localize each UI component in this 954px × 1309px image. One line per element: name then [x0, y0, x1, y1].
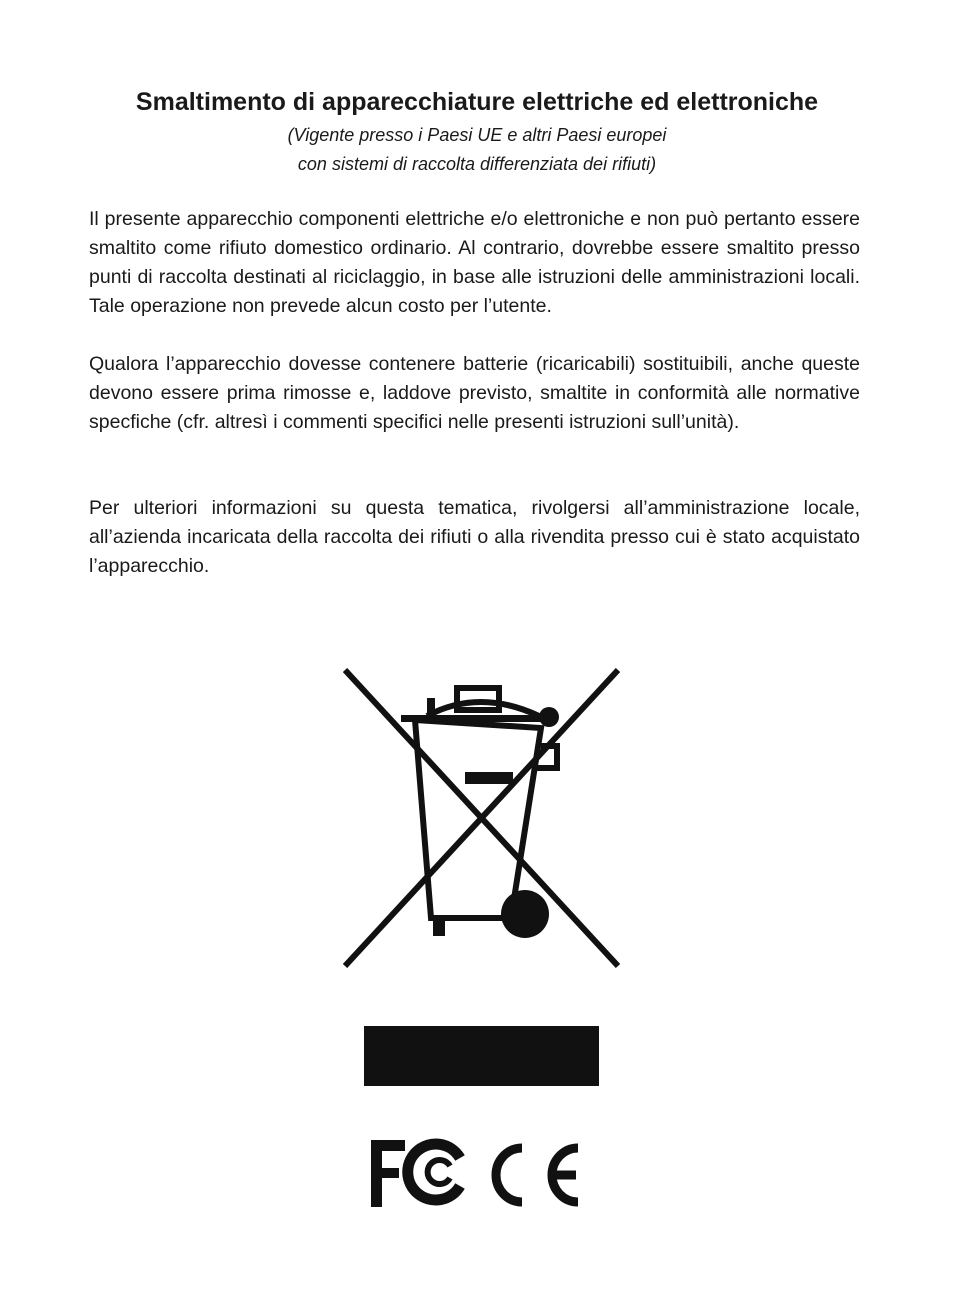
black-bar [364, 1026, 599, 1086]
document-title: Smaltimento di apparecchiature elettriche ed elettroniche [135, 88, 819, 116]
fcc-mark-icon [371, 1140, 460, 1207]
compliance-marks [368, 1136, 583, 1211]
subtitle-line-1: (Vigente presso i Paesi UE e altri Paesi europei [287, 125, 667, 145]
paragraph-disposal: Il presente apparecchio componenti elettriche e/o elettroniche e non può pertanto essere smaltito come rifiuto domestico ordinario. Al contrario, dovrebbe essere smaltito presso punti di raccolta destinati al riciclaggio, in base alle istruzioni delle amministrazioni locali. Tale operazione non prevede alcun costo per l’utente. [89, 208, 860, 317]
subtitle-line-2: con sistemi di raccolta differenziata dei rifiuti) [297, 154, 657, 174]
ce-mark-icon [496, 1148, 578, 1202]
crossed-out-wheelie-bin-icon [343, 668, 620, 968]
paragraph-batteries: Qualora l’apparecchio dovesse contenere batterie (ricaricabili) sostituibili, anche queste devono essere prima rimosse e, laddove previsto, smaltite in conformità alle normative specfiche (cfr. altresì i commenti specifici nelle presenti istruzioni sull’unità). [89, 353, 860, 433]
document-subtitle [60, 121, 894, 179]
paragraph-more-info: Per ulteriori informazioni su questa tematica, rivolgersi all’amministrazione locale, all’azienda incaricata della raccolta dei rifiuti o alla rivendita presso cui è stato acquistato l’apparecchio. [89, 497, 860, 577]
